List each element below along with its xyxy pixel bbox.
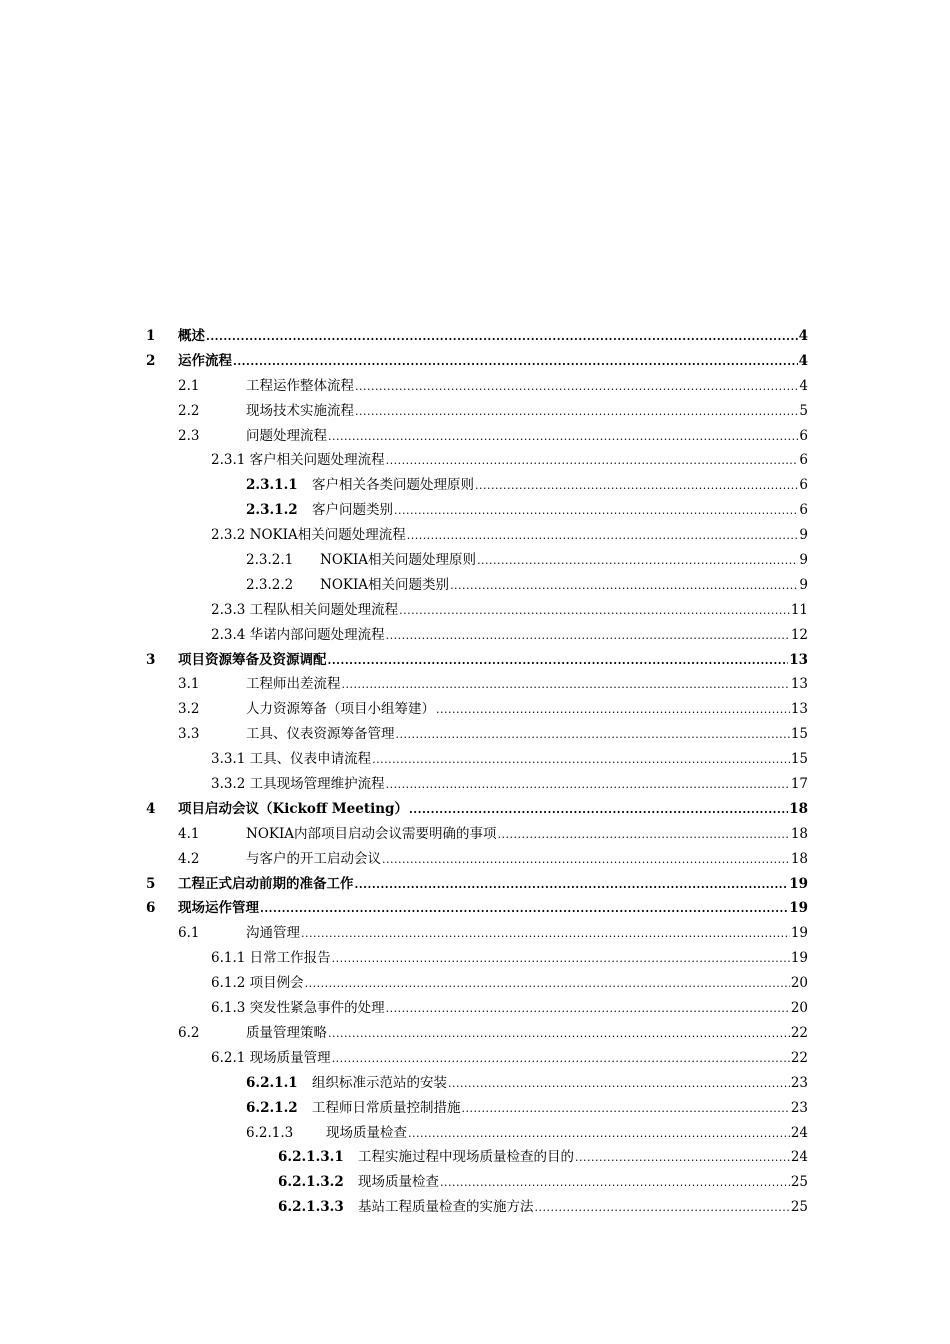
toc-title: 工程师出差流程 xyxy=(246,676,341,693)
toc-title: 工程实施过程中现场质量检查的目的 xyxy=(358,1149,574,1166)
toc-number: 2.3 xyxy=(178,427,200,444)
toc-title: 质量管理策略 xyxy=(246,1024,327,1041)
toc-entry-2-2[interactable] xyxy=(0,399,950,424)
dot-leader xyxy=(448,1072,790,1097)
toc-title: NOKIA相关问题类别 xyxy=(320,576,450,593)
dot-leader xyxy=(575,1146,790,1171)
dot-leader xyxy=(372,748,790,773)
toc-title: 3.3.2 工具现场管理维护流程 xyxy=(211,776,385,793)
toc-title: 沟通管理 xyxy=(246,925,300,942)
toc-title: 现场质量检查 xyxy=(326,1124,407,1141)
toc-title: 现场技术实施流程 xyxy=(246,402,354,419)
dot-leader xyxy=(386,997,790,1022)
toc-entry-6-2-1-2[interactable] xyxy=(0,1096,950,1121)
toc-number: 6.2.1.3.2 xyxy=(278,1174,344,1191)
toc-entry-2-1[interactable] xyxy=(0,374,950,399)
toc-page-number: 22 xyxy=(790,1049,808,1066)
toc-entry-6-1-2[interactable] xyxy=(0,971,950,996)
dot-leader xyxy=(408,1122,790,1147)
toc-page-number: 12 xyxy=(790,626,808,643)
dot-leader xyxy=(396,723,790,748)
toc-page-number: 23 xyxy=(790,1074,808,1091)
toc-page-number: 9 xyxy=(799,527,808,544)
dot-leader xyxy=(328,425,798,450)
toc-entry-3-3-2[interactable] xyxy=(0,772,950,797)
toc-number: 5 xyxy=(146,875,156,892)
toc-entry-1[interactable] xyxy=(0,324,950,349)
toc-entry-6-2-1-1[interactable] xyxy=(0,1071,950,1096)
toc-title: 2.3.4 华诺内部问题处理流程 xyxy=(211,626,385,643)
toc-title: 客户相关各类问题处理原则 xyxy=(312,477,474,494)
toc-entry-6-2[interactable] xyxy=(0,1021,950,1046)
dot-leader xyxy=(355,873,789,898)
toc-number: 3.1 xyxy=(178,676,200,693)
toc-page-number: 18 xyxy=(790,850,808,867)
toc-number: 6.2.1.3.1 xyxy=(278,1149,344,1166)
toc-entry-6-2-1-3[interactable] xyxy=(0,1121,950,1146)
dot-leader xyxy=(328,1022,790,1047)
toc-entry-2-3-2-1[interactable] xyxy=(0,548,950,573)
dot-leader xyxy=(206,325,798,350)
toc-title: 问题处理流程 xyxy=(246,427,327,444)
toc-title: 现场运作管理 xyxy=(178,900,259,917)
toc-number: 2.3.1.2 xyxy=(246,502,298,519)
toc-entry-6-1[interactable] xyxy=(0,921,950,946)
toc-title: 项目启动会议（Kickoff Meeting） xyxy=(178,800,408,817)
dot-leader xyxy=(409,798,788,823)
toc-entry-6-1-3[interactable] xyxy=(0,996,950,1021)
dot-leader xyxy=(475,474,798,499)
toc-number: 4.1 xyxy=(178,825,200,842)
toc-title: 现场质量检查 xyxy=(358,1174,439,1191)
toc-title: 项目资源筹备及资源调配 xyxy=(178,651,327,668)
toc-title: 6.2.1 现场质量管理 xyxy=(211,1049,331,1066)
toc-page-number: 9 xyxy=(799,552,808,569)
dot-leader xyxy=(386,773,790,798)
toc-page-number: 24 xyxy=(790,1149,808,1166)
toc-page-number: 5 xyxy=(799,402,808,419)
toc-page-number: 6 xyxy=(799,452,808,469)
toc-entry-3-3-1[interactable] xyxy=(0,747,950,772)
toc-page-number: 9 xyxy=(799,576,808,593)
toc-page-number: 11 xyxy=(790,601,808,618)
dot-leader xyxy=(386,624,790,649)
dot-leader xyxy=(355,375,798,400)
toc-title: 6.1.3 突发性紧急事件的处理 xyxy=(211,1000,385,1017)
toc-title: 2.3.1 客户相关问题处理流程 xyxy=(211,452,385,469)
toc-number: 6.2 xyxy=(178,1024,200,1041)
toc-entry-2-3-4[interactable] xyxy=(0,623,950,648)
toc-page-number: 25 xyxy=(790,1199,808,1216)
dot-leader xyxy=(332,947,790,972)
toc-title: 与客户的开工启动会议 xyxy=(246,850,381,867)
toc-number: 4.2 xyxy=(178,850,200,867)
dot-leader xyxy=(535,1196,790,1221)
dot-leader xyxy=(342,673,790,698)
dot-leader xyxy=(407,524,799,549)
toc-entry-4-1[interactable] xyxy=(0,822,950,847)
toc-title: NOKIA内部项目启动会议需要明确的事项 xyxy=(246,825,497,842)
toc-page-number: 13 xyxy=(789,651,808,668)
toc-title: 组织标准示范站的安装 xyxy=(312,1074,447,1091)
toc-entry-3[interactable] xyxy=(0,648,950,673)
toc-number: 6.2.1.3.3 xyxy=(278,1199,344,1216)
dot-leader xyxy=(301,922,790,947)
dot-leader xyxy=(394,499,798,524)
toc-entry-2-3-1-1[interactable] xyxy=(0,473,950,498)
toc-page-number: 6 xyxy=(799,477,808,494)
dot-leader xyxy=(233,350,798,375)
toc-title: 2.3.2 NOKIA相关问题处理流程 xyxy=(211,527,406,544)
toc-entry-6-2-1-3-2[interactable] xyxy=(0,1170,950,1195)
toc-page-number: 25 xyxy=(790,1174,808,1191)
toc-title: 工程师日常质量控制措施 xyxy=(312,1099,461,1116)
dot-leader xyxy=(440,1171,790,1196)
toc-page-number: 20 xyxy=(790,975,808,992)
toc-number: 4 xyxy=(146,800,156,817)
toc-entry-4-2[interactable] xyxy=(0,847,950,872)
toc-page-number: 4 xyxy=(798,328,808,344)
toc-entry-6-2-1-3-1[interactable] xyxy=(0,1145,950,1170)
toc-entry-3-2[interactable] xyxy=(0,697,950,722)
toc-page-number: 19 xyxy=(789,900,808,917)
toc-number: 2.2 xyxy=(178,402,200,419)
toc-entry-6-2-1-3-3[interactable] xyxy=(0,1195,950,1220)
toc-entry-5[interactable] xyxy=(0,872,950,897)
toc-page-number: 18 xyxy=(789,800,808,817)
dot-leader xyxy=(332,1047,790,1072)
toc-title: 运作流程 xyxy=(178,352,232,369)
toc-page-number: 19 xyxy=(789,875,808,892)
toc-entry-6-2-1[interactable] xyxy=(0,1046,950,1071)
toc-page-number: 24 xyxy=(790,1124,808,1141)
toc-number: 2.3.2.2 xyxy=(246,576,294,593)
toc-number: 3.2 xyxy=(178,701,200,718)
toc-entry-2[interactable] xyxy=(0,349,950,374)
toc-page-number: 4 xyxy=(799,377,808,394)
toc-page-number: 22 xyxy=(790,1024,808,1041)
toc-page-number: 17 xyxy=(790,776,808,793)
toc-title: NOKIA相关问题处理原则 xyxy=(320,552,477,569)
dot-leader xyxy=(260,897,788,922)
dot-leader xyxy=(477,549,798,574)
toc-page-number: 15 xyxy=(790,751,808,768)
toc-entry-2-3-3[interactable] xyxy=(0,598,950,623)
toc-entry-2-3-1[interactable] xyxy=(0,448,950,473)
toc-page-number: 19 xyxy=(790,950,808,967)
toc-title: 工程正式启动前期的准备工作 xyxy=(178,875,354,892)
toc-page-number: 13 xyxy=(790,676,808,693)
toc-title: 客户问题类别 xyxy=(312,502,393,519)
toc-page-number: 18 xyxy=(790,825,808,842)
toc-number: 6.2.1.3 xyxy=(246,1124,294,1141)
table-of-contents xyxy=(0,324,950,1220)
dot-leader xyxy=(386,449,799,474)
toc-page-number: 4 xyxy=(798,352,808,369)
toc-title: 概述 xyxy=(178,328,205,344)
toc-number: 6.1 xyxy=(178,925,200,942)
dot-leader xyxy=(462,1097,790,1122)
toc-entry-3-1[interactable] xyxy=(0,672,950,697)
dot-leader xyxy=(450,574,798,599)
toc-entry-4[interactable] xyxy=(0,797,950,822)
toc-title: 3.3.1 工具、仪表申请流程 xyxy=(211,751,372,768)
toc-number: 6.2.1.1 xyxy=(246,1074,298,1091)
toc-page-number: 6 xyxy=(799,427,808,444)
dot-leader xyxy=(436,698,790,723)
toc-entry-2-3-2-2[interactable] xyxy=(0,573,950,598)
dot-leader xyxy=(498,823,790,848)
toc-title: 基站工程质量检查的实施方法 xyxy=(358,1199,534,1216)
dot-leader xyxy=(399,599,790,624)
toc-page-number: 13 xyxy=(790,701,808,718)
toc-page-number: 6 xyxy=(799,502,808,519)
toc-title: 工具、仪表资源筹备管理 xyxy=(246,726,395,743)
toc-entry-3-3[interactable] xyxy=(0,722,950,747)
toc-title: 人力资源筹备（项目小组筹建） xyxy=(246,701,435,718)
toc-number: 3.3 xyxy=(178,726,200,743)
toc-page-number: 15 xyxy=(790,726,808,743)
toc-entry-6-1-1[interactable] xyxy=(0,946,950,971)
toc-page-number: 20 xyxy=(790,1000,808,1017)
toc-entry-2-3-2[interactable] xyxy=(0,523,950,548)
toc-number: 1 xyxy=(146,328,156,344)
toc-page-number: 23 xyxy=(790,1099,808,1116)
toc-entry-6[interactable] xyxy=(0,896,950,921)
toc-title: 2.3.3 工程队相关问题处理流程 xyxy=(211,601,399,618)
toc-title: 6.1.1 日常工作报告 xyxy=(211,950,331,967)
toc-number: 2.3.2.1 xyxy=(246,552,294,569)
toc-number: 6.2.1.2 xyxy=(246,1099,298,1116)
toc-title: 工程运作整体流程 xyxy=(246,377,354,394)
toc-number: 2 xyxy=(146,352,156,369)
dot-leader xyxy=(328,649,789,674)
toc-page-number: 19 xyxy=(790,925,808,942)
dot-leader xyxy=(305,972,790,997)
toc-number: 3 xyxy=(146,651,156,668)
dot-leader xyxy=(355,400,798,425)
toc-number: 2.3.1.1 xyxy=(246,477,298,494)
toc-title: 6.1.2 项目例会 xyxy=(211,975,304,992)
toc-entry-2-3-1-2[interactable] xyxy=(0,498,950,523)
toc-number: 2.1 xyxy=(178,377,200,394)
dot-leader xyxy=(382,848,790,873)
toc-number: 6 xyxy=(146,900,156,917)
toc-entry-2-3[interactable] xyxy=(0,424,950,449)
